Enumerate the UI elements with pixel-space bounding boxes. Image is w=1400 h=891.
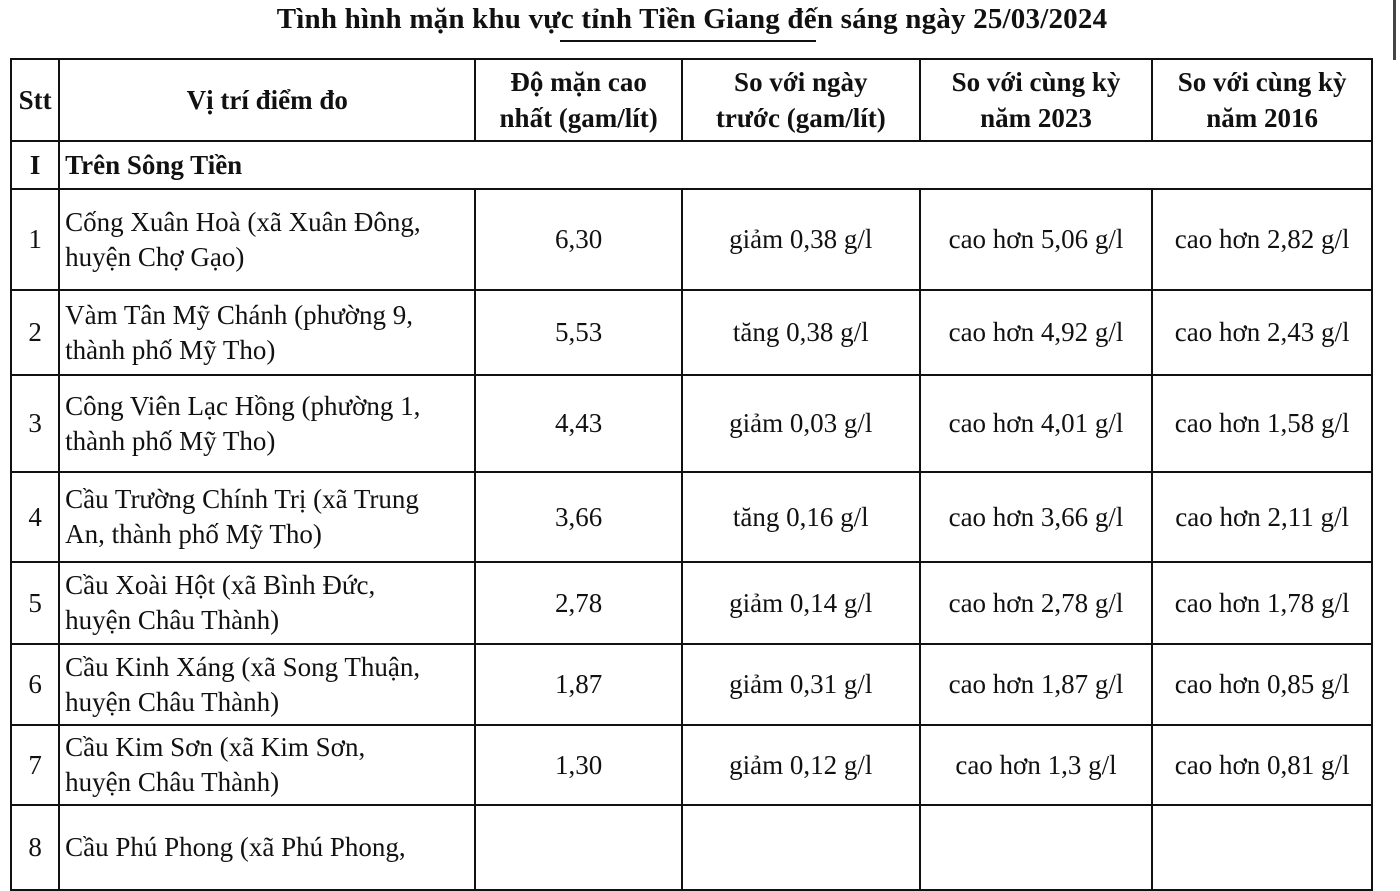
row-vs-2016: cao hơn 1,78 g/l [1152,562,1372,644]
row-vs-2016: cao hơn 2,82 g/l [1152,189,1372,290]
table-row [11,472,1372,562]
row-vs-previous-day: tăng 0,16 g/l [682,472,920,562]
table-row [11,644,1372,725]
row-vs-2016: cao hơn 0,81 g/l [1152,725,1372,805]
row-location: Vàm Tân Mỹ Chánh (phường 9, thành phố Mỹ Tho) [59,290,475,375]
row-location: Cầu Kim Sơn (xã Kim Sơn, huyện Châu Thành) [59,725,475,805]
header-max-salinity: Độ mặn cao nhất (gam/lít) [475,59,682,141]
row-max-salinity: 1,87 [475,644,682,725]
row-vs-2023 [920,805,1153,890]
row-vs-2016: cao hơn 2,11 g/l [1152,472,1372,562]
table-row [11,725,1372,805]
row-vs-2023: cao hơn 1,87 g/l [920,644,1153,725]
table-row [11,290,1372,375]
row-location: Cầu Phú Phong (xã Phú Phong, [59,805,475,890]
row-vs-previous-day: giảm 0,31 g/l [682,644,920,725]
page-edge-line [1393,0,1396,60]
row-vs-previous-day: giảm 0,03 g/l [682,375,920,472]
row-max-salinity: 2,78 [475,562,682,644]
row-vs-2023: cao hơn 5,06 g/l [920,189,1153,290]
row-max-salinity: 6,30 [475,189,682,290]
row-vs-previous-day: giảm 0,14 g/l [682,562,920,644]
row-max-salinity: 5,53 [475,290,682,375]
row-vs-previous-day [682,805,920,890]
row-vs-2016: cao hơn 1,58 g/l [1152,375,1372,472]
row-location: Cống Xuân Hoà (xã Xuân Đông, huyện Chợ Gạo) [59,189,475,290]
row-vs-previous-day: tăng 0,38 g/l [682,290,920,375]
table-row [11,189,1372,290]
row-max-salinity: 4,43 [475,375,682,472]
row-vs-2016 [1152,805,1372,890]
row-location: Công Viên Lạc Hồng (phường 1, thành phố Mỹ Tho) [59,375,475,472]
row-stt: 2 [11,290,59,375]
page-title [0,2,1384,36]
table-row [11,562,1372,644]
section-row [11,141,1372,189]
header-location: Vị trí điểm đo [59,59,475,141]
row-vs-previous-day: giảm 0,12 g/l [682,725,920,805]
row-stt: 5 [11,562,59,644]
row-stt: 1 [11,189,59,290]
header-stt: Stt [11,59,59,141]
row-location: Cầu Xoài Hột (xã Bình Đức, huyện Châu Thành) [59,562,475,644]
title-text: Tình hình mặn khu vực tỉnh Tiền Giang đến sáng ngày 25/03/2024 [276,3,1108,35]
row-max-salinity: 3,66 [475,472,682,562]
header-vs-2023: So với cùng kỳ năm 2023 [920,59,1153,141]
row-stt: 8 [11,805,59,890]
row-vs-previous-day: giảm 0,38 g/l [682,189,920,290]
title-underline [560,40,816,42]
row-vs-2023: cao hơn 3,66 g/l [920,472,1153,562]
row-vs-2016: cao hơn 2,43 g/l [1152,290,1372,375]
table-row [11,805,1372,890]
row-stt: 4 [11,472,59,562]
table-row [11,375,1372,472]
row-location: Cầu Trường Chính Trị (xã Trung An, thành phố Mỹ Tho) [59,472,475,562]
row-location: Cầu Kinh Xáng (xã Song Thuận, huyện Châu Thành) [59,644,475,725]
row-stt: 6 [11,644,59,725]
salinity-table [10,58,1373,891]
row-vs-2023: cao hơn 2,78 g/l [920,562,1153,644]
section-name: Trên Sông Tiền [59,141,1372,189]
header-vs-2016: So với cùng kỳ năm 2016 [1152,59,1372,141]
row-stt: 7 [11,725,59,805]
row-vs-2023: cao hơn 4,01 g/l [920,375,1153,472]
row-vs-2016: cao hơn 0,85 g/l [1152,644,1372,725]
header-vs-previous-day: So với ngày trước (gam/lít) [682,59,920,141]
row-vs-2023: cao hơn 1,3 g/l [920,725,1153,805]
row-stt: 3 [11,375,59,472]
section-roman: I [11,141,59,189]
table-header-row [11,59,1372,141]
row-max-salinity [475,805,682,890]
row-max-salinity: 1,30 [475,725,682,805]
row-vs-2023: cao hơn 4,92 g/l [920,290,1153,375]
